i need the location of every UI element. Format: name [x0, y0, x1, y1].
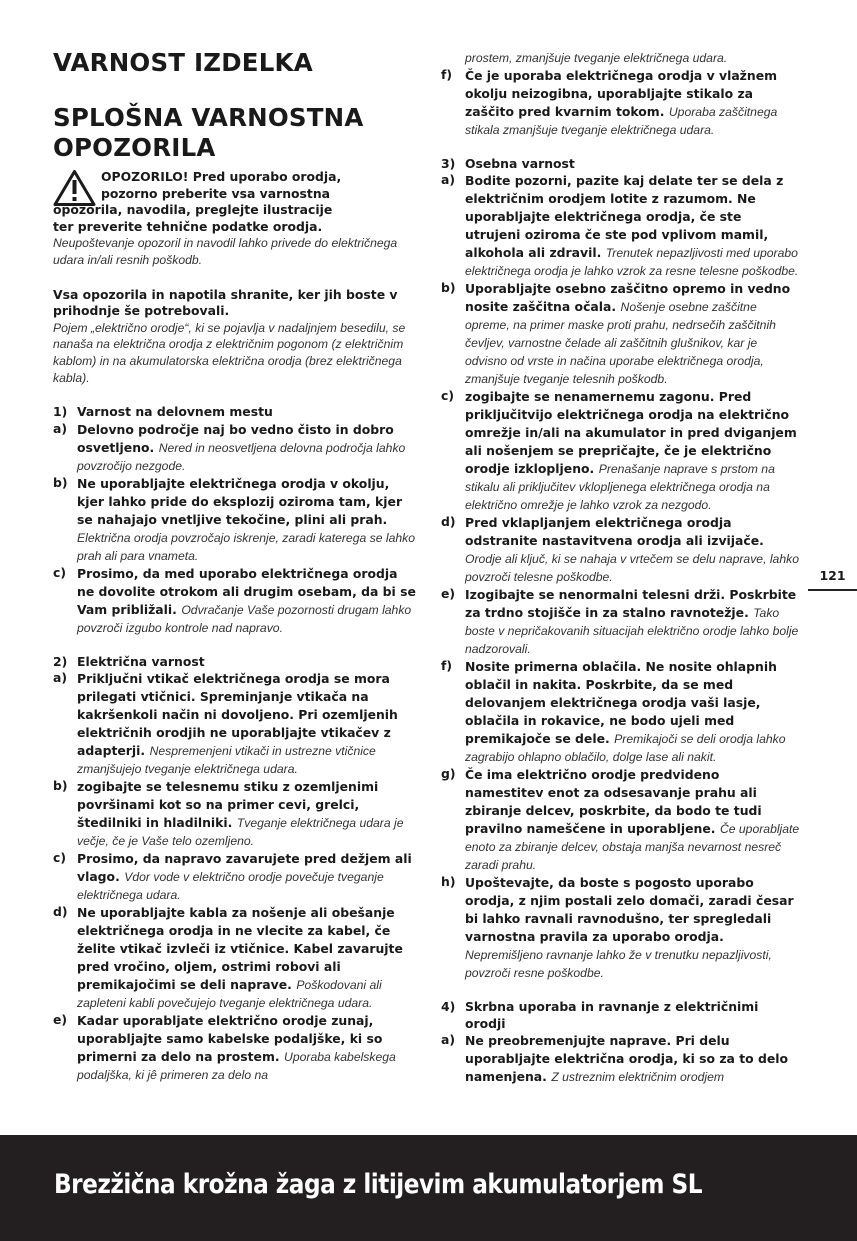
warning-text-1: OPOZORILO! Pred uporabo orodja,: [101, 169, 342, 184]
keep-instructions: [53, 287, 418, 387]
list-item: a) Delovno področje naj bo vedno čisto in dobro osvetljeno. Nered in neosvetljena delovna področja lahko povzročijo nezgode.: [53, 420, 406, 473]
footer-bar: [0, 1135, 857, 1241]
warning-text-2: pozorno preberite vsa varnostna: [101, 185, 331, 201]
list-item: b) zogibajte se telesnemu stiku z ozemljenimi površinami kot so na primer cevi, grelci, štedilniki in hladilniki. Tveganje električnega udara je večje, če je Vaše telo ozemljeno.: [53, 778, 404, 849]
list-item: h) Upoštevajte, da boste s pogosto uporabo orodja, z njim postali zelo domači, zaradi česar bi lahko ravnali ravnodušno, ter spregledali varnostna pravila za uporabo orodja. Nepremišljeno ravnanje lahko že v trenutku nepazljivosti, povzroči resne poškodbe.: [441, 874, 794, 981]
list-item: f) Nosite primerna oblačila. Ne nosite ohlapnih oblačil in nakita. Poskrbite, da se med delovanjem električnega orodja vaši lasje, oblačila in rokavice, ne bodo ujeli med premikajoče se dele. Premikajoči se deli orodja lahko zagrabijo ohlapno oblačilo, dolge lase ali nakit.: [441, 658, 786, 765]
page-title: VARNOST IZDELKA: [53, 48, 313, 77]
keep-instructions-bold: Vsa opozorila in napotila shranite, ker jih boste v prihodnje še potrebovali.: [53, 286, 398, 319]
section-personal-safety: [441, 156, 801, 983]
list-item: e) Izogibajte se nenormalni telesni drži. Poskrbite za trdno stojišče in za stalno ravnotežje. Tako boste v nepričakovanih situacijah električno orodje lahko bolje nadzorovali.: [441, 586, 799, 657]
continued-text: prostem, zmanjšuje tveganje električnega udara.: [465, 51, 728, 65]
list-item: g) Če ima električno orodje predvideno namestitev enot za odsesavanje prahu ali zbiranje delcev, poskrbite, da bodo te tudi pravilno nameščene in uporabljene. Če uporabljate enoto za zbiranje delcev, obstaja manjša nevarnost nesreč zaradi prahu.: [441, 766, 800, 873]
section-title: 4) Skrbna uporaba in ravnanje z električnimi orodji: [441, 999, 759, 1031]
warning-block: [53, 169, 418, 269]
right-column: [441, 50, 801, 1086]
page-number: 121: [808, 568, 857, 591]
list-item: d) Ne uporabljajte kabla za nošenje ali obešanje električnega orodja in ne vlecite za kabel, če želite vtikač izvleči iz vtičnice. Kabel zavarujte pred vročino, oljem, ostrimi robovi ali premikajočimi se deli naprave. Poškodovani ali zapleteni kabli povečujejo tveganje električnega udara.: [53, 904, 403, 1011]
list-item: d) Pred vklapljanjem električnega orodja odstranite nastavitvena orodja ali izvijače. Orodje ali ključ, ki se nahaja v vrtečem se delu naprave, lahko povzroči telesne poškodbe.: [441, 514, 799, 585]
left-column: [53, 48, 418, 1084]
warning-consequence: Neupoštevanje opozoril in navodil lahko privede do električnega udara in/ali resnih poškodb.: [53, 236, 398, 267]
footer-title: Brezžična krožna žaga z litijevim akumulatorjem SL: [54, 1169, 703, 1200]
power-tool-definition: Pojem „električno orodje“, ki se pojavlja v nadaljnjem besedilu, se nanaša na električna orodja z električnim pogonom (z električnim kablom) in na akumulatorska električna orodja (brez električnega kabla).: [53, 320, 406, 385]
section-heading-line-2: OPOZORILA: [53, 133, 216, 162]
list-item: c) Prosimo, da napravo zavarujete pred dežjem ali vlago. Vdor vode v električno orodje povečuje tveganje električnega udara.: [53, 850, 412, 903]
section-title: 1) Varnost na delovnem mestu: [53, 404, 273, 420]
list-item: e) Kadar uporabljate električno orodje zunaj, uporabljajte samo kabelske podaljške, ki so primerni za delo na prostem. Uporaba kabelskega podaljška, ki jê primeren za delo na: [53, 1012, 396, 1083]
section-heading-line-1: SPLOŠNA VARNOSTNA: [53, 103, 364, 132]
section-heading: [53, 103, 418, 163]
warning-text-4: ter preverite tehnične podatke orodja.: [53, 218, 323, 234]
list-item: a) Bodite pozorni, pazite kaj delate ter se dela z električnim orodjem lotite z razumom. Ne uporabljajte električnega orodja, če ste utrujeni oziroma če ste pod vplivom mamil, alkohola ali zdravil. Trenutek nepazljivosti med uporabo električnega orodja je lahko vzrok za resne telesne poškodbe.: [441, 172, 799, 279]
section-title: 2) Električna varnost: [53, 653, 205, 669]
list-item: a) Ne preobremenjujte naprave. Pri delu uporabljajte električna orodja, ki so za to delo namenjena. Z ustreznim električnim orodjem: [441, 1032, 789, 1085]
section-title: 3) Osebna varnost: [441, 155, 575, 171]
warning-text-3: opozorila, navodila, preglejte ilustracije: [53, 202, 333, 218]
list-item: f) Če je uporaba električnega orodja v vlažnem okolju neizogibna, uporabljajte stikalo za zaščito pred kvarnim tokom. Uporaba zaščitnega stikala zmanjšuje tveganje električnega udara.: [441, 66, 778, 137]
list-item: b) Ne uporabljajte električnega orodja v okolju, kjer lahko pride do eksplozij oziroma tam, kjer se nahajajo vnetljive tekočine, plini ali prah. Električna orodja povzročajo iskrenje, zaradi katerega se lahko prah ali para vnameta.: [53, 474, 416, 563]
list-item: c) zogibajte se nenamernemu zagonu. Pred priključitvijo električnega orodja na električno omrežje in/ali na akumulator in pred dviganjem ali nošenjem se prepričajte, če je električno orodje izklopljeno. Prenašanje naprave s prstom na stikalu ali priključitev vklopljenega električnega orodja na električno omrežje je lahko vzrok za nezgodo.: [441, 388, 797, 513]
list-item: c) Prosimo, da med uporabo električnega orodja ne dovolite otrokom ali drugim osebam, da bi se Vam približali. Odvračanje Vaše pozornosti drugam lahko povzroči izgubo kontrole nad napravo.: [53, 564, 416, 635]
section-electrical-safety: [53, 654, 418, 1085]
list-item: a) Priključni vtikač električnega orodja se mora prilegati vtičnici. Spreminjanje vtikača na kakršenkoli način ni dovoljeno. Pri ozemljenih električnih orodjih ne uporabljajte vtikačev z adapterji. Nespremenjeni vtikači in ustrezne vtičnice zmanjšujejo tveganje električnega udara.: [53, 670, 398, 777]
section-work-area: [53, 404, 418, 637]
section-tool-use: [441, 999, 801, 1086]
list-item: b) Uporabljajte osebno zaščitno opremo in vedno nosite zaščitna očala. Nošenje osebne zaščitne opreme, na primer maske proti prahu, nedrsečih zaščitnih čevljev, varnostne čelade ali zaščitnih glušnikov, kar je odvisno od vrste in načina uporabe električnega orodja, zmanjšuje tveganje telesnih poškodb.: [441, 280, 791, 387]
warning-triangle-icon: [53, 169, 96, 207]
